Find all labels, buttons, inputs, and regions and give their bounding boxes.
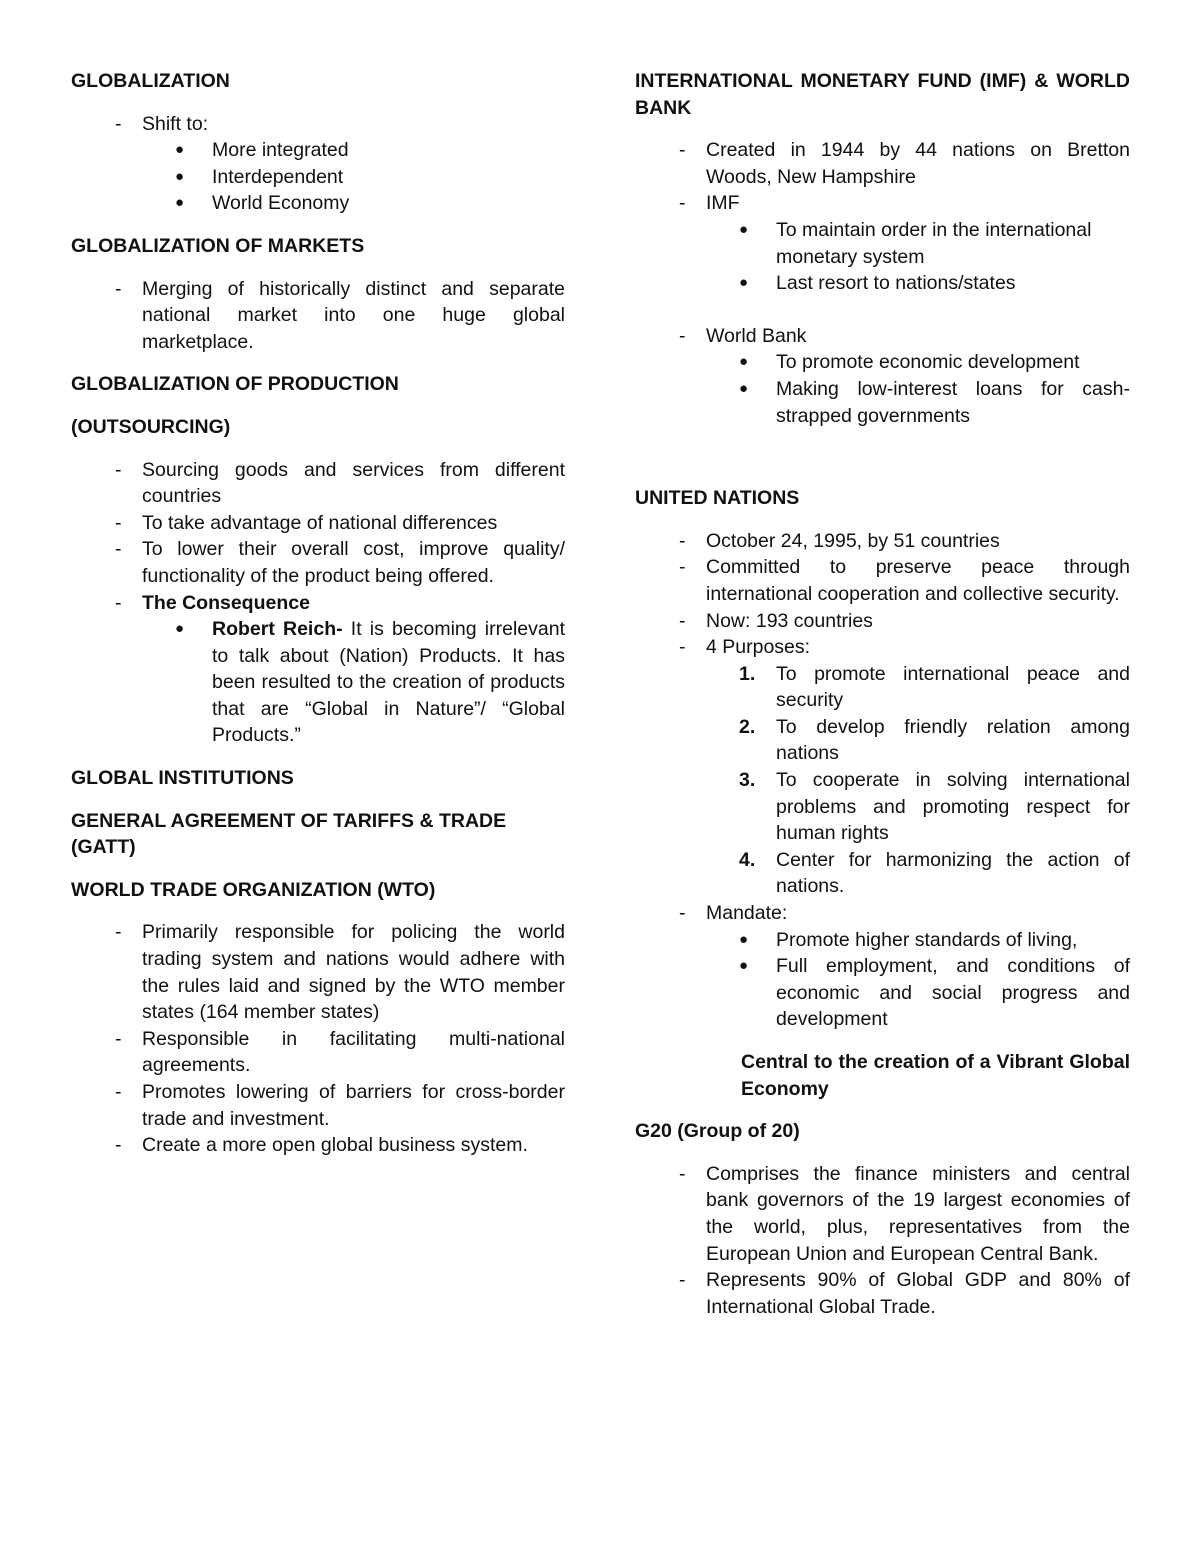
numbered-item [635, 661, 1130, 714]
list-item [71, 457, 565, 510]
bullet-icon: ● [175, 194, 185, 212]
list-item-text: To lower their overall cost, improve quality/ functionality of the product being offered. [142, 538, 565, 587]
heading-imf: INTERNATIONAL MONETARY FUND (IMF) & WORLD BANK [635, 70, 1130, 119]
list-item [71, 137, 565, 164]
list-item-text: Represents 90% of Global GDP and 80% of International Global Trade. [706, 1269, 1130, 1318]
bullet-icon: ● [739, 274, 749, 292]
dash-marker: - [115, 1027, 122, 1050]
list-item [635, 190, 1130, 217]
heading-un: UNITED NATIONS [635, 487, 800, 510]
dash-marker: - [115, 921, 122, 944]
list-item-text: October 24, 1995, by 51 countries [706, 529, 1000, 552]
heading-outsourcing: (OUTSOURCING) [71, 415, 231, 438]
item-number: 3. [739, 769, 756, 792]
dash-marker: - [679, 139, 686, 162]
list-item-text: 4 Purposes: [706, 636, 811, 659]
list-item [71, 190, 565, 217]
heading-wto: WORLD TRADE ORGANIZATION (WTO) [71, 878, 436, 901]
heading-globalization: GLOBALIZATION [71, 70, 230, 92]
list-item [635, 528, 1130, 555]
numbered-item [635, 714, 1130, 767]
item-number: 2. [739, 715, 756, 738]
item-number: 4. [739, 848, 756, 871]
list-item [71, 1079, 565, 1132]
list-item [635, 634, 1130, 661]
left-column [71, 68, 565, 1159]
list-item-text: Last resort to nations/states [776, 272, 1016, 295]
numbered-item [635, 767, 1130, 847]
list-item [635, 900, 1130, 927]
bullet-icon: ● [739, 353, 749, 371]
consequence-label: The Consequence [142, 591, 310, 614]
list-item [635, 927, 1130, 954]
dash-marker: - [679, 556, 686, 579]
list-item-text: Created in 1944 by 44 nations on Bretton Woods, New Hampshire [706, 139, 1130, 188]
list-item-text: Full employment, and conditions of economic and social progress and development [776, 955, 1130, 1031]
list-item [71, 1132, 565, 1159]
right-column [635, 68, 1130, 1320]
list-item [635, 137, 1130, 190]
list-item-text: Shift to: [142, 112, 209, 135]
dash-marker: - [679, 324, 686, 347]
central-statement: Central to the creation of a Vibrant Global Economy [741, 1051, 1130, 1100]
list-item [71, 276, 565, 356]
bullet-icon: ● [175, 167, 185, 185]
bullet-icon: ● [175, 141, 185, 159]
dash-marker: - [115, 511, 122, 534]
list-item-text: Making low-interest loans for cash-strapped governments [776, 377, 1130, 427]
list-item-text: Merging of historically distinct and separate national market into one huge global marketplace. [142, 277, 565, 353]
dash-marker: - [679, 1162, 686, 1185]
list-item [71, 616, 565, 749]
list-item [635, 608, 1130, 635]
list-item [635, 323, 1130, 350]
bullet-icon: ● [739, 957, 749, 975]
list-item-text: Mandate: [706, 902, 788, 925]
dash-marker: - [115, 538, 122, 561]
dash-marker: - [679, 529, 686, 552]
list-item [71, 536, 565, 589]
list-item-text: To promote economic development [776, 351, 1080, 374]
reich-name: Robert Reich- [212, 618, 343, 641]
list-item [635, 376, 1130, 429]
list-item-text: Promote higher standards of living, [776, 928, 1078, 951]
dash-marker: - [115, 458, 122, 481]
list-item [635, 1267, 1130, 1320]
list-item-text: To maintain order in the international monetary system [776, 218, 1092, 268]
bullet-icon: ● [739, 220, 749, 238]
list-item-text: Committed to preserve peace through international cooperation and collective security. [706, 556, 1130, 605]
list-item-text: To cooperate in solving international problems and promoting respect for human rights [776, 769, 1130, 845]
list-item-text: Create a more open global business system. [142, 1134, 528, 1157]
list-item-text: Now: 193 countries [706, 609, 873, 632]
list-item-text: To develop friendly relation among nations [776, 715, 1130, 765]
heading-g20: G20 (Group of 20) [635, 1120, 800, 1143]
list-item [635, 1161, 1130, 1267]
list-item [71, 111, 565, 138]
dash-marker: - [679, 609, 686, 632]
list-item-text: IMF [706, 192, 740, 215]
list-item [71, 1026, 565, 1079]
heading-production: GLOBALIZATION OF PRODUCTION [71, 373, 399, 396]
numbered-item [635, 847, 1130, 900]
list-item-text: To promote international peace and security [776, 662, 1130, 712]
list-item [635, 270, 1130, 297]
bullet-icon: ● [739, 930, 749, 948]
heading-institutions: GLOBAL INSTITUTIONS [71, 767, 294, 790]
dash-marker: - [115, 1081, 122, 1103]
list-item [635, 217, 1130, 270]
list-item [71, 510, 565, 537]
heading-gatt: GENERAL AGREEMENT OF TARIFFS & TRADE (GATT) [71, 809, 507, 859]
heading-markets: GLOBALIZATION OF MARKETS [71, 234, 365, 257]
list-item-text: World Economy [212, 192, 350, 215]
list-item-text: Promotes lowering of barriers for cross-border trade and investment. [142, 1081, 565, 1130]
reich-quote: It is becoming irrelevant to talk about (Nation) Products. It has been resulted to the creation of products that are “Global in Nature”/ “Global Products.” [212, 618, 565, 747]
list-item-text: To take advantage of national differences [142, 511, 498, 534]
list-item-text: Responsible in facilitating multi-national agreements. [142, 1027, 565, 1077]
list-item-text: Sourcing goods and services from different countries [142, 458, 565, 508]
list-item-text: Comprises the finance ministers and central bank governors of the 19 largest economies of the world, plus, representatives from the European Union and European Central Bank. [706, 1162, 1130, 1265]
list-item-text: World Bank [706, 324, 807, 347]
dash-marker: - [115, 591, 122, 614]
dash-marker: - [115, 277, 122, 300]
list-item [71, 919, 565, 1025]
list-item [71, 164, 565, 191]
bullet-icon: ● [739, 379, 749, 397]
dash-marker: - [679, 636, 686, 659]
list-item-text: More integrated [212, 139, 349, 162]
dash-marker: - [115, 1134, 122, 1157]
list-item [635, 953, 1130, 1033]
dash-marker: - [679, 192, 686, 215]
list-item-text: Interdependent [212, 165, 344, 188]
list-item [635, 554, 1130, 607]
list-item [71, 590, 565, 617]
dash-marker: - [679, 1269, 686, 1292]
item-number: 1. [739, 662, 756, 685]
list-item-text: Center for harmonizing the action of nations. [776, 848, 1130, 898]
dash-marker: - [115, 112, 122, 135]
list-item-text: Primarily responsible for policing the world trading system and nations would adhere with the rules laid and signed by the WTO member states (164 member states) [142, 921, 565, 1024]
dash-marker: - [679, 902, 686, 925]
list-item [635, 349, 1130, 376]
bullet-icon: ● [175, 620, 185, 638]
